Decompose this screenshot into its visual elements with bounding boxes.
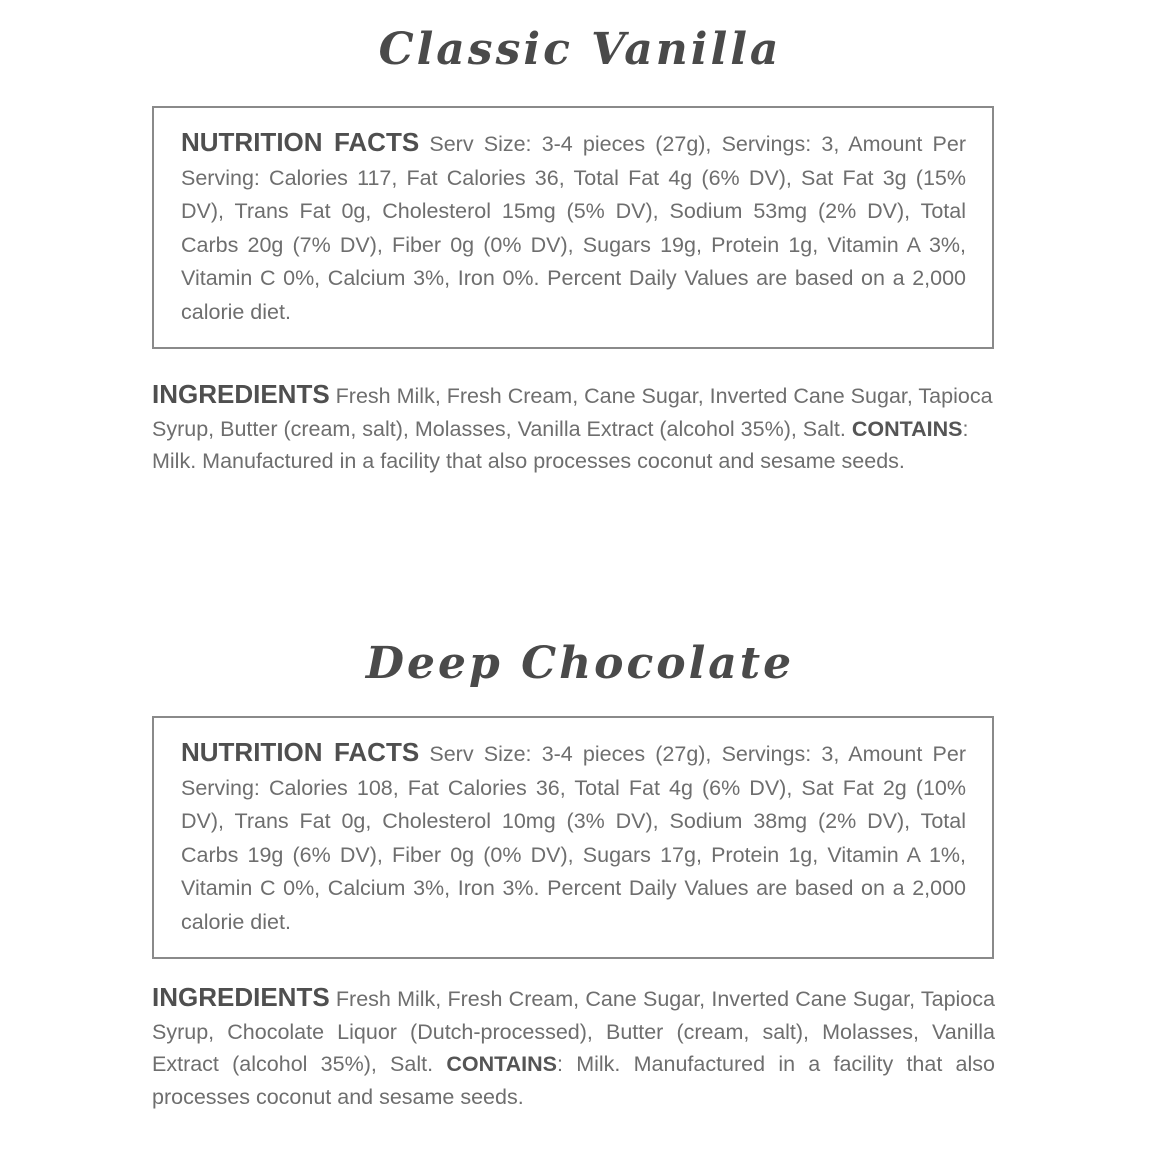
ingredients-label: INGREDIENTS [152,982,330,1012]
product-title-chocolate: Deep Chocolate [365,638,795,689]
nutrition-facts-box-vanilla [152,106,994,349]
contains-text: : Milk. Manufactured in a facility that also processes coconut and sesame seeds. [152,1052,995,1109]
nutrition-facts-text: Serv Size: 3-4 pieces (27g), Servings: 3, Amount Per Serving: Calories 108, Fat Calories 36, Total Fat 4g (6% DV), Sat Fat 2g (10% DV), Trans Fat 0g, Cholesterol 10mg (3% DV), Sodium 38mg (2% DV), Total Carbs 19g (6% DV), Fiber 0g (0% DV), Sugars 17g, Protein 1g, Vitamin A 1%, Vitamin C 0%, Calcium 3%, Iron 3%. Percent Daily Values are based on a 2,000 calorie diet. [181,742,966,934]
nutrition-facts-text: Serv Size: 3-4 pieces (27g), Servings: 3, Amount Per Serving: Calories 117, Fat Calories 36, Total Fat 4g (6% DV), Sat Fat 3g (15% DV), Trans Fat 0g, Cholesterol 15mg (5% DV), Sodium 53mg (2% DV), Total Carbs 20g (7% DV), Fiber 0g (0% DV), Sugars 19g, Protein 1g, Vitamin A 3%, Vitamin C 0%, Calcium 3%, Iron 0%. Percent Daily Values are based on a 2,000 calorie diet. [181,132,966,324]
contains-label: CONTAINS [851,416,963,441]
ingredients-label: INGREDIENTS [152,379,330,409]
nutrition-facts-label: NUTRITION FACTS [181,737,420,767]
contains-label: CONTAINS [446,1052,557,1076]
product-title-vanilla: Classic Vanilla [378,24,782,75]
ingredients-vanilla [152,378,995,478]
ingredients-text: Fresh Milk, Fresh Cream, Cane Sugar, Inverted Cane Sugar, Tapioca Syrup, Chocolate Liquor (Dutch-processed), Butter (cream, salt), Molasses, Vanilla Extract (alcohol 35%), Salt. [152,987,995,1076]
ingredients-chocolate [152,981,995,1113]
ingredients-text: Fresh Milk, Fresh Cream, Cane Sugar, Inverted Cane Sugar, Tapioca Syrup, Butter (cream, salt), Molasses, Vanilla Extract (alcohol 35%), Salt. [152,384,993,441]
nutrition-facts-label: NUTRITION FACTS [181,127,420,157]
contains-text: : Milk. Manufactured in a facility that also processes coconut and sesame seeds. [152,416,969,473]
nutrition-facts-box-chocolate [152,716,994,959]
